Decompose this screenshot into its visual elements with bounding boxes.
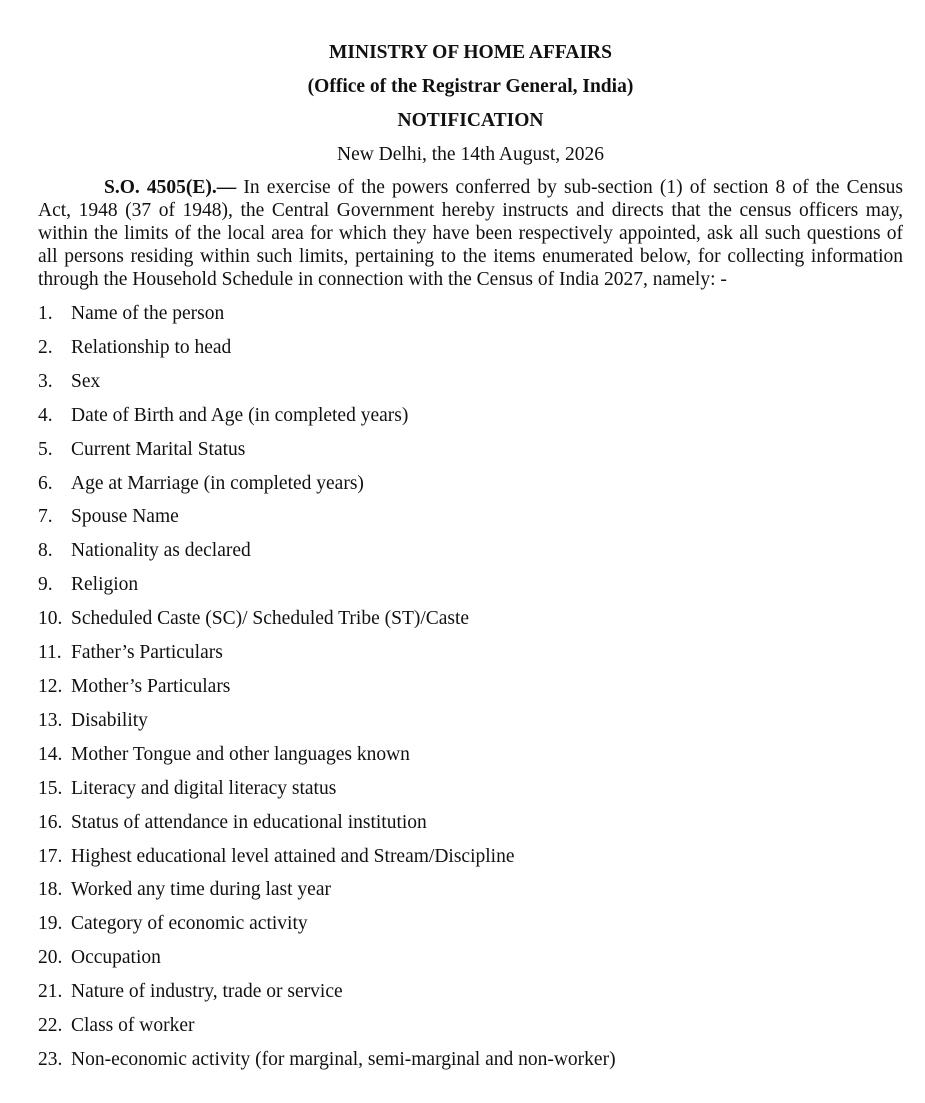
item-text: Age at Marriage (in completed years) [71,472,364,494]
list-item [38,873,903,907]
item-number: 23. [38,1048,63,1070]
item-text: Class of worker [71,1015,195,1037]
list-item [38,738,903,772]
item-number: 7. [38,506,53,528]
list-item [38,806,903,840]
list-item [38,534,903,568]
item-text: Father’s Particulars [71,642,223,664]
item-number: 22. [38,1015,63,1037]
enumerated-items-list [38,297,903,1077]
list-item [38,365,903,399]
list-item [38,1043,903,1077]
list-item [38,568,903,602]
item-number: 16. [38,811,63,833]
list-item [38,941,903,975]
item-text: Non-economic activity (for marginal, semi-marginal and non-worker) [71,1048,616,1070]
item-text: Literacy and digital literacy status [71,777,337,799]
ministry-heading: MINISTRY OF HOME AFFAIRS [329,42,612,63]
item-number: 5. [38,438,53,460]
item-number: 8. [38,540,53,562]
item-text: Relationship to head [71,336,232,358]
item-text: Category of economic activity [71,913,308,935]
place-date-line: New Delhi, the 14th August, 2026 [336,144,605,165]
item-text: Spouse Name [71,506,179,528]
item-text: Current Marital Status [71,438,246,460]
item-text: Nature of industry, trade or service [71,981,343,1003]
list-item [38,840,903,874]
item-text: Sex [71,370,101,392]
item-number: 13. [38,709,63,731]
list-item [38,704,903,738]
so-number: S.O. 4505(E).— [104,177,237,198]
list-item [38,636,903,670]
item-text: Date of Birth and Age (in completed years) [71,404,409,426]
item-number: 9. [38,574,53,596]
item-number: 10. [38,608,63,630]
item-number: 6. [38,472,53,494]
item-number: 12. [38,675,63,697]
item-text: Disability [71,709,148,731]
item-text: Mother Tongue and other languages known [71,743,410,765]
notification-heading: NOTIFICATION [397,110,544,131]
list-item [38,1009,903,1043]
office-heading: (Office of the Registrar General, India) [307,76,634,97]
item-text: Religion [71,574,139,596]
list-item [38,433,903,467]
item-text: Nationality as declared [71,540,251,562]
item-number: 19. [38,913,63,935]
item-number: 11. [38,642,62,664]
item-text: Scheduled Caste (SC)/ Scheduled Tribe (ST)/Caste [71,608,470,630]
item-number: 1. [38,303,53,324]
list-item [38,399,903,433]
item-number: 18. [38,879,63,901]
intro-paragraph [38,176,903,291]
item-number: 20. [38,947,63,969]
intro-text: In exercise of the powers conferred by sub-section (1) of section 8 of the Census Act, 1948 (37 of 1948), the Central Government hereby instructs and directs that the census officers may, within the limits of the local area for which they have been respectively appointed, ask all such questions of all persons residing within such limits, pertaining to the items enumerated below, for collecting information through the Household Schedule in connection with the Census of India 2027, namely: - [38,177,903,290]
item-number: 15. [38,777,63,799]
list-item [38,602,903,636]
list-item [38,297,903,331]
list-item [38,670,903,704]
item-number: 21. [38,981,63,1003]
item-number: 17. [38,845,63,867]
list-item [38,907,903,941]
item-number: 3. [38,370,53,392]
list-item [38,500,903,534]
list-item [38,975,903,1009]
item-number: 2. [38,336,53,358]
list-item [38,772,903,806]
item-text: Highest educational level attained and Stream/Discipline [71,845,515,867]
item-text: Occupation [71,947,161,969]
item-text: Status of attendance in educational institution [71,811,427,833]
item-text: Name of the person [71,303,225,324]
item-text: Worked any time during last year [71,879,331,901]
item-number: 14. [38,743,63,765]
item-number: 4. [38,404,53,426]
list-item [38,467,903,501]
item-text: Mother’s Particulars [71,675,231,697]
list-item [38,331,903,365]
